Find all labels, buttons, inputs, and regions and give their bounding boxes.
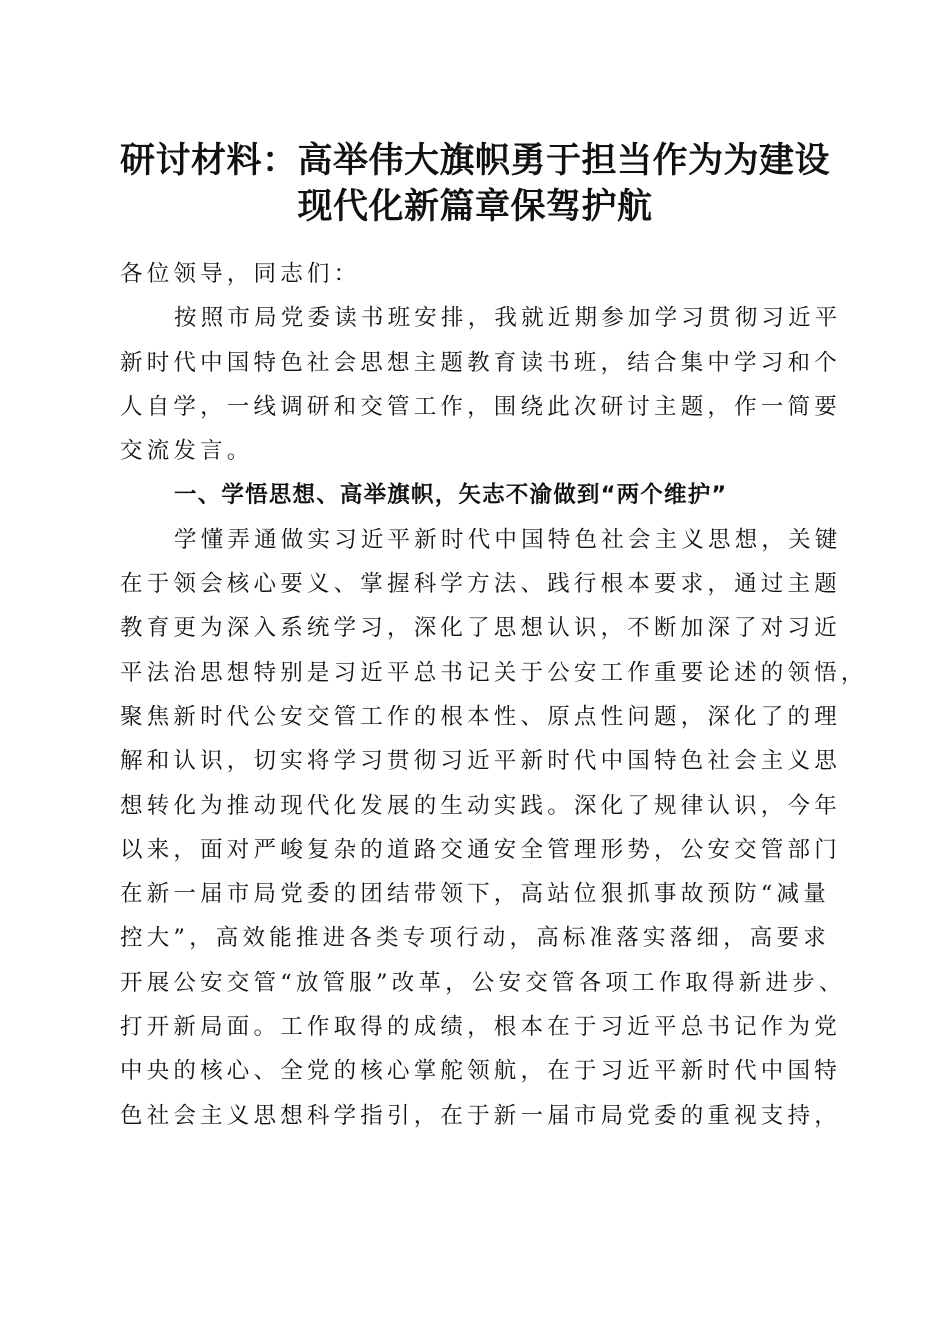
paragraph-line: 新时代中国特色社会思想主题教育读书班，结合集中学习和个 bbox=[120, 349, 841, 376]
paragraph-line: 以来，面对严峻复杂的道路交通安全管理形势，公安交管部门 bbox=[120, 836, 841, 863]
paragraph-line: 教育更为深入系统学习，深化了思想认识，不断加深了对习近 bbox=[120, 615, 841, 642]
title-line-1: 研讨材料：高举伟大旗帜勇于担当作为为建设 bbox=[119, 140, 830, 181]
paragraph-line: 控大”，高效能推进各类专项行动，高标准落实落细，高要求 bbox=[120, 925, 830, 952]
paragraph-line: 中央的核心、全党的核心掌舵领航，在于习近平新时代中国特 bbox=[120, 1058, 841, 1085]
paragraph-line: 在新一届市局党委的团结带领下，高站位狠抓事故预防“减量 bbox=[120, 881, 830, 908]
paragraph-line: 解和认识，切实将学习贯彻习近平新时代中国特色社会主义思 bbox=[120, 748, 841, 775]
title-line-2: 现代化新篇章保驾护航 bbox=[297, 186, 653, 227]
paragraph-line: 平法治思想特别是习近平总书记关于公安工作重要论述的领悟， bbox=[120, 659, 868, 686]
document-title bbox=[100, 138, 850, 230]
paragraph-line: 在于领会核心要义、掌握科学方法、践行根本要求，通过主题 bbox=[120, 571, 841, 598]
paragraph-line: 打开新局面。工作取得的成绩，根本在于习近平总书记作为党 bbox=[120, 1014, 841, 1041]
paragraph-line: 想转化为推动现代化发展的生动实践。深化了规律认识，今年 bbox=[120, 792, 841, 819]
paragraph-line: 开展公安交管“放管服”改革，公安交管各项工作取得新进步、 bbox=[120, 969, 846, 996]
document-body bbox=[120, 252, 868, 1138]
section-heading: 一、学悟思想、高举旗帜，矢志不渝做到“两个维护” bbox=[174, 482, 728, 509]
paragraph-line: 聚焦新时代公安交管工作的根本性、原点性问题，深化了的理 bbox=[120, 703, 841, 730]
intro-paragraph bbox=[120, 296, 840, 473]
paragraph-line: 人自学，一线调研和交管工作，围绕此次研讨主题，作一简要 bbox=[120, 393, 841, 420]
section-1-paragraph bbox=[120, 518, 868, 1138]
paragraph-line: 色社会主义思想科学指引，在于新一届市局党委的重视支持， bbox=[120, 1102, 841, 1129]
salutation: 各位领导，同志们： bbox=[120, 261, 361, 287]
paragraph-line: 交流发言。 bbox=[120, 438, 254, 465]
paragraph-line: 学懂弄通做实习近平新时代中国特色社会主义思想，关键 bbox=[174, 526, 842, 553]
paragraph-line: 按照市局党委读书班安排，我就近期参加学习贯彻习近平 bbox=[174, 305, 842, 332]
